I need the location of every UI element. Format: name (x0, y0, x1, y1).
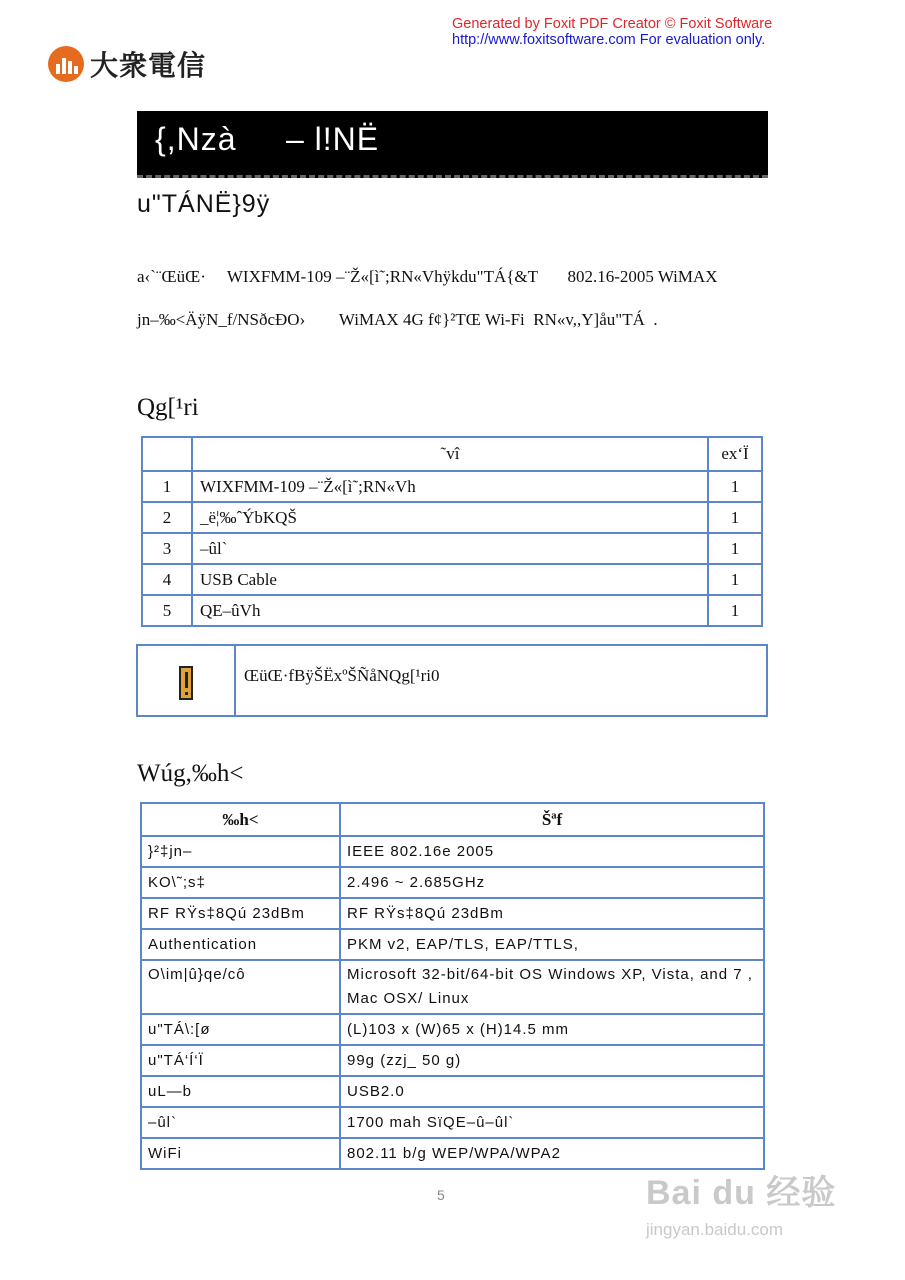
spec-value: 1700 mah SïQE–û–ûl` (340, 1107, 764, 1138)
row-item: QE–ûVh (192, 595, 708, 626)
spec-name: Authentication (141, 929, 340, 960)
header-number (142, 437, 192, 471)
table-row (141, 1014, 764, 1045)
spec-value: RF RŸs‡8Qú 23dBm (340, 898, 764, 929)
spec-name: –ûl` (141, 1107, 340, 1138)
row-number: 4 (142, 564, 192, 595)
note-icon-cell (138, 646, 236, 715)
table-row (141, 960, 764, 1014)
chapter-banner (137, 111, 768, 178)
foxit-line-1: Generated by Foxit PDF Creator © Foxit Software (452, 16, 773, 32)
intro-heading: u"TÁNË}9ÿ (137, 190, 271, 218)
chapter-title: {,Nzà – l!NË (155, 121, 380, 157)
spec-name: u"TÁ\:[ø (141, 1014, 340, 1045)
spec-name: KO\˜;s‡ (141, 867, 340, 898)
table-row (141, 898, 764, 929)
row-quantity: 1 (708, 502, 762, 533)
table-row (141, 1076, 764, 1107)
table-header-row (142, 437, 762, 471)
baidu-watermark (646, 1165, 836, 1240)
spec-value: 2.496 ~ 2.685GHz (340, 867, 764, 898)
note-box (136, 644, 768, 717)
package-heading: Qg[¹ri (137, 394, 199, 421)
table-row (141, 867, 764, 898)
header-quantity: ex‘Ï (708, 437, 762, 471)
company-logo-icon (48, 46, 84, 82)
row-item: _ë¦‰ˆÝbKQŠ (192, 502, 708, 533)
table-row (141, 836, 764, 867)
spec-value: 802.11 b/g WEP/WPA/WPA2 (340, 1138, 764, 1169)
spec-value: USB2.0 (340, 1076, 764, 1107)
spec-name: u"TÁ‘Í‘Ï (141, 1045, 340, 1076)
table-row (141, 1045, 764, 1076)
table-row (142, 502, 762, 533)
spec-value: IEEE 802.16e 2005 (340, 836, 764, 867)
row-quantity: 1 (708, 533, 762, 564)
warning-icon (179, 666, 193, 700)
table-row (142, 471, 762, 502)
watermark-brand: Bai du 经验 (646, 1174, 837, 1212)
table-row (141, 1107, 764, 1138)
table-row (142, 564, 762, 595)
package-contents-table (141, 436, 763, 627)
watermark-url: jingyan.baidu.com (646, 1220, 784, 1239)
specifications-table (140, 802, 765, 1170)
row-item: WIXFMM-109 –¨Ž«[ì˜;RN«Vh (192, 471, 708, 502)
spec-name: O\im|û}qe/cô (141, 960, 340, 1014)
company-logo (48, 44, 206, 84)
intro-line-2: jn–‰<ÄÿN_f/NSðcÐO› WiMAX 4G f¢}²TŒ Wi-Fi RN«v,,Y]åu"TÁ . (137, 310, 658, 329)
table-row (141, 929, 764, 960)
row-number: 3 (142, 533, 192, 564)
page-number: 5 (437, 1187, 445, 1203)
table-row (142, 533, 762, 564)
header-spec-name: ‰h< (141, 803, 340, 836)
table-header-row (141, 803, 764, 836)
header-spec-value: Šªf (340, 803, 764, 836)
row-number: 2 (142, 502, 192, 533)
company-name: 大衆電信 (90, 49, 207, 82)
spec-value: PKM v2, EAP/TLS, EAP/TTLS, (340, 929, 764, 960)
spec-name: WiFi (141, 1138, 340, 1169)
row-quantity: 1 (708, 595, 762, 626)
table-row (142, 595, 762, 626)
note-text: ŒüŒ·fBÿŠËxºŠÑåNQg[¹ri0 (244, 666, 440, 685)
row-quantity: 1 (708, 564, 762, 595)
spec-value: 99g (zzj_ 50 g) (340, 1045, 764, 1076)
specs-heading: Wúg,‰h< (137, 760, 244, 787)
spec-name: }²‡jn– (141, 836, 340, 867)
row-item: –ûl` (192, 533, 708, 564)
spec-name: RF RŸs‡8Qú 23dBm (141, 898, 340, 929)
row-quantity: 1 (708, 471, 762, 502)
header-item: ˜vî (192, 437, 708, 471)
spec-value: Microsoft 32-bit/64-bit OS Windows XP, Vista, and 7 , Mac OSX/ Linux (340, 960, 764, 1014)
row-number: 1 (142, 471, 192, 502)
intro-line-1: a‹`¨ŒüŒ· WIXFMM-109 –¨Ž«[ì˜;RN«Vhÿkdu"TÁ{&T 802.16-2005 WiMAX (137, 267, 718, 286)
row-item: USB Cable (192, 564, 708, 595)
foxit-evaluation-notice (452, 16, 772, 48)
spec-value: (L)103 x (W)65 x (H)14.5 mm (340, 1014, 764, 1045)
row-number: 5 (142, 595, 192, 626)
foxit-line-2: http://www.foxitsoftware.com For evaluation only. (452, 32, 766, 48)
spec-name: uL—b (141, 1076, 340, 1107)
